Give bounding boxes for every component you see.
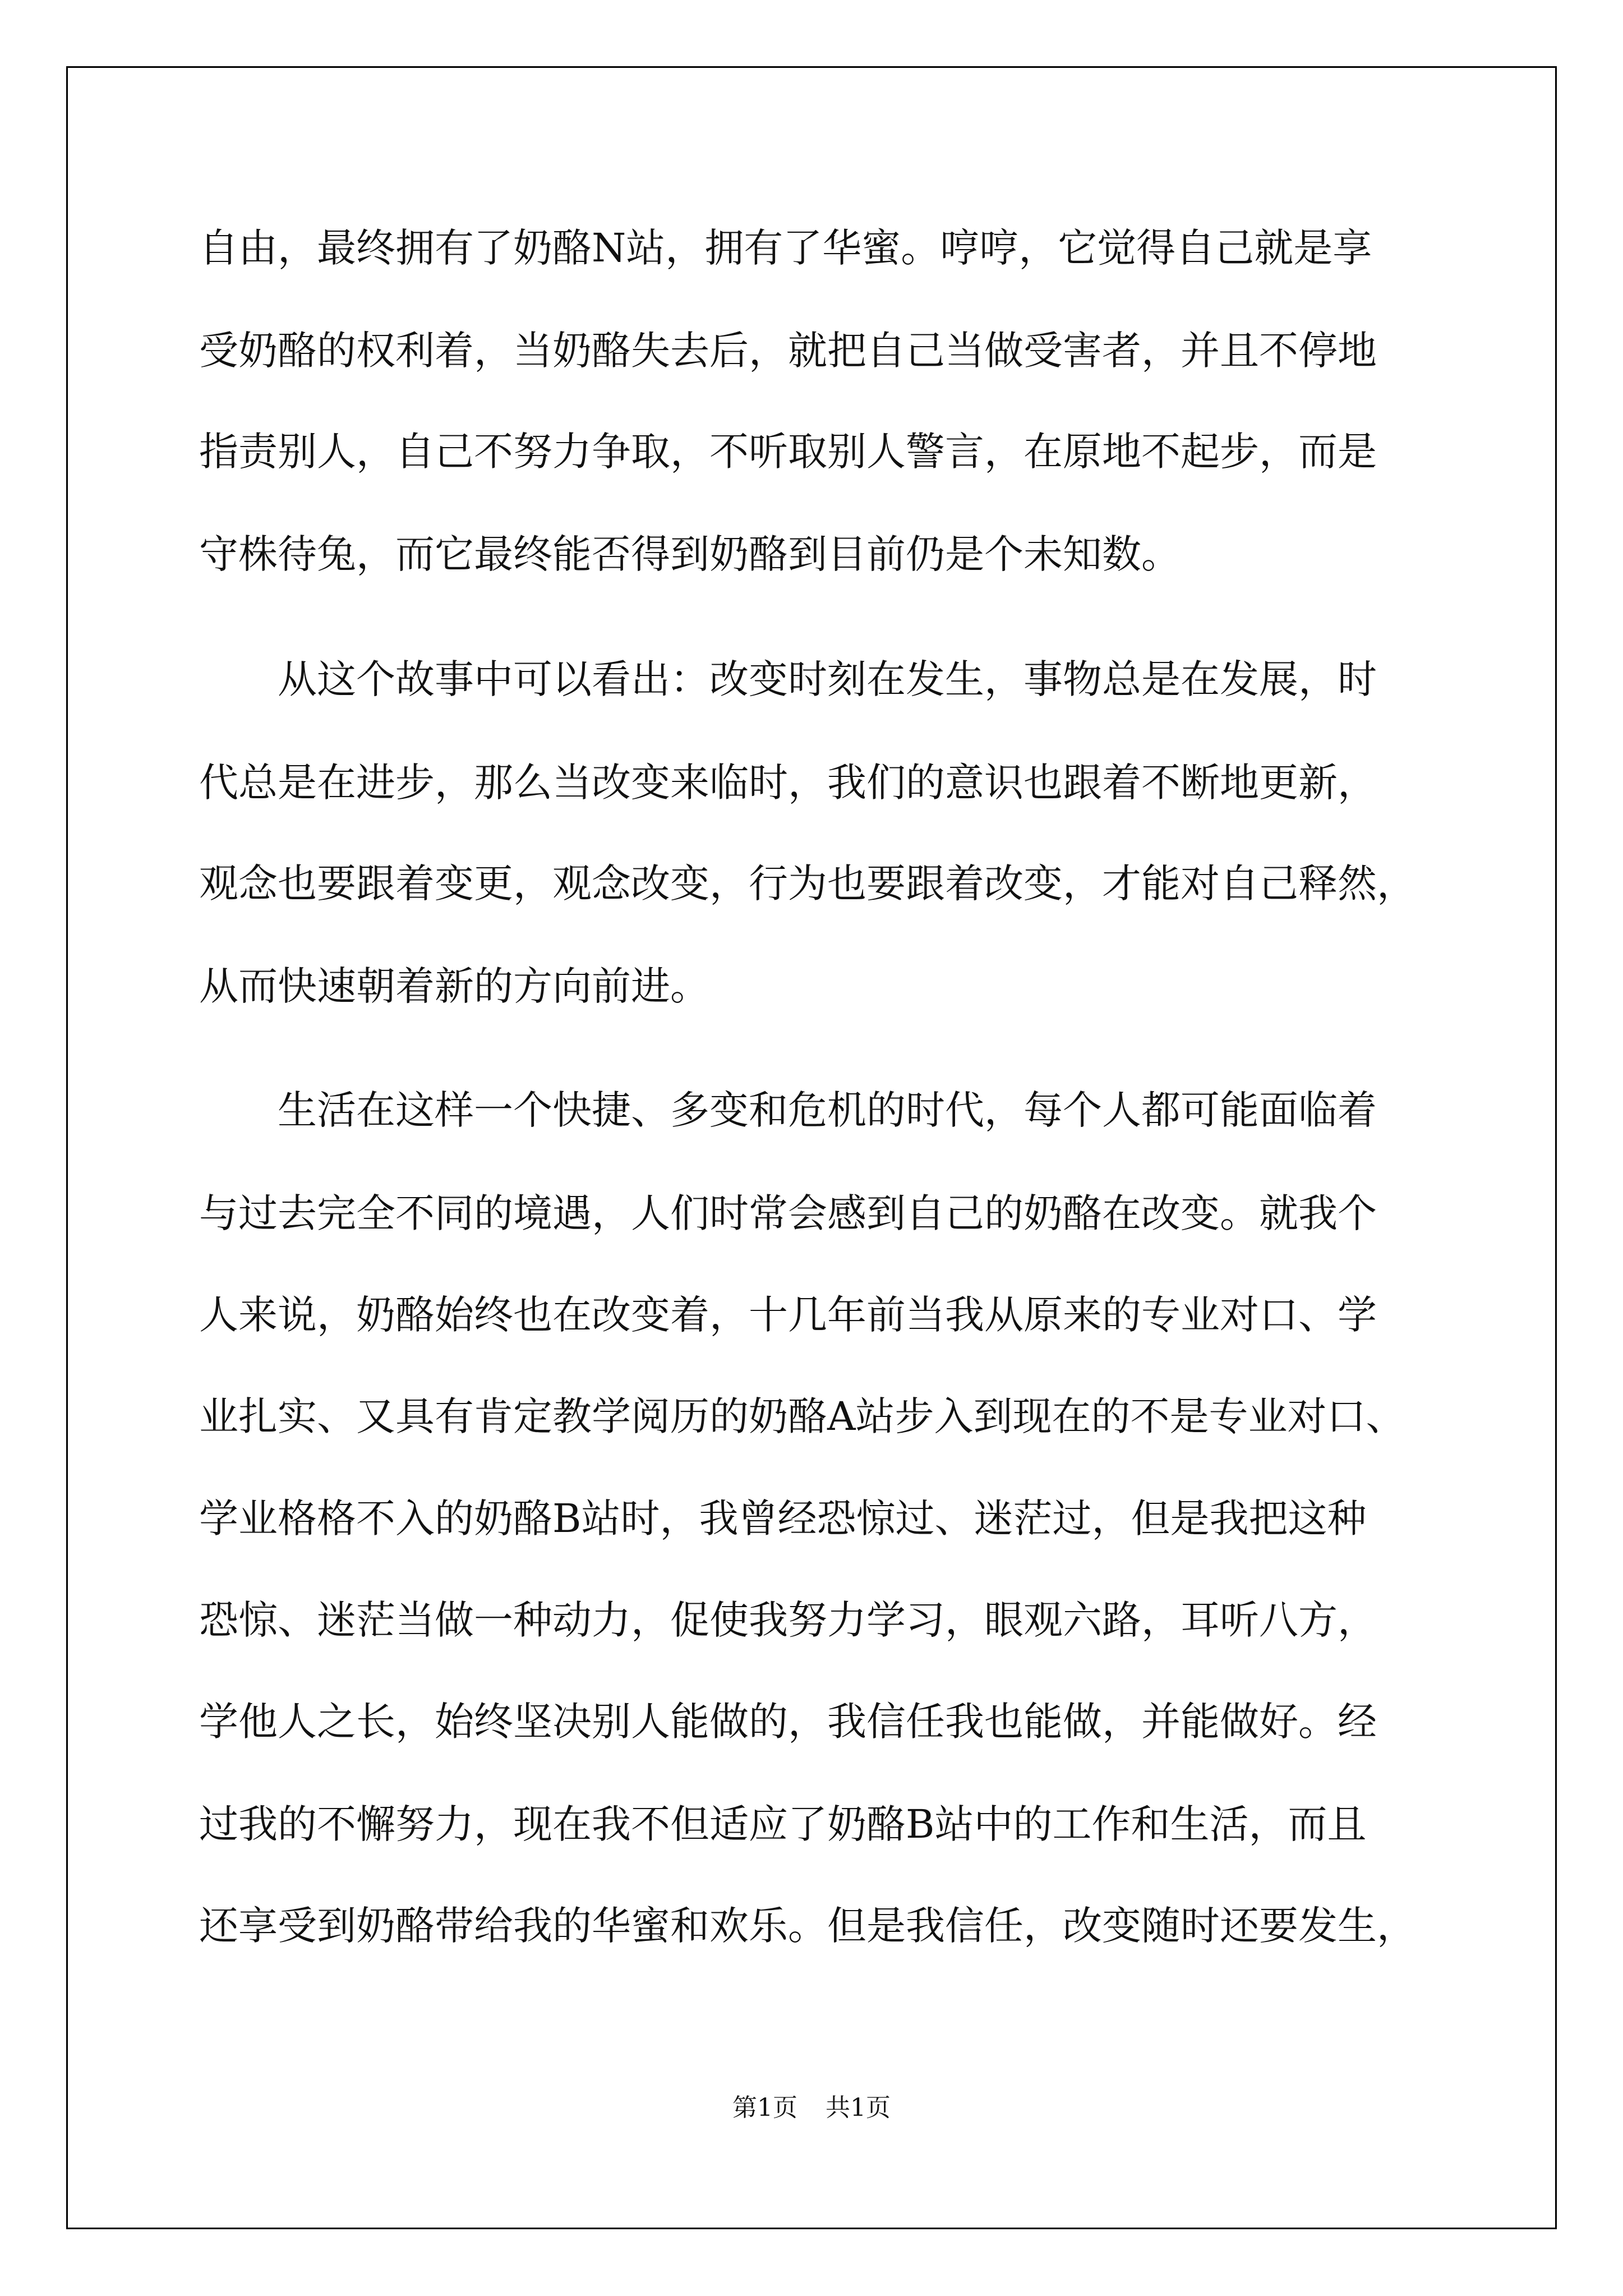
text-line-12: 业扎实、又具有肯定教学阅历的奶酪A站步入到现在的不是专业对口、 (199, 1393, 1405, 1439)
text-line-3: 指责别人，自己不努力争取，不听取别人警言，在原地不起步，而是 (199, 429, 1377, 475)
text-line-15: 学他人之长，始终坚决别人能做的，我信任我也能做，并能做好。经 (199, 1699, 1377, 1745)
text-line-7: 观念也要跟着变更，观念改变，行为也要跟着改变，才能对自己释然， (199, 861, 1416, 907)
total-pages-label: 共1页 (826, 2093, 891, 2122)
text-line-11: 人来说，奶酪始终也在改变着，十几年前当我从原来的专业对口、学 (199, 1292, 1377, 1338)
text-line-9: 生活在这样一个快捷、多变和危机的时代，每个人都可能面临着 (278, 1087, 1377, 1133)
text-line-1: 自由，最终拥有了奶酪N站，拥有了华蜜。哼哼，它觉得自己就是享 (199, 225, 1372, 271)
text-line-8: 从而快速朝着新的方向前进。 (199, 963, 709, 1009)
text-line-14: 恐惊、迷茫当做一种动力，促使我努力学习，眼观六路，耳听八方， (199, 1597, 1377, 1643)
text-line-2: 受奶酪的权利着，当奶酪失去后，就把自己当做受害者，并且不停地 (199, 328, 1377, 374)
text-line-5: 从这个故事中可以看出：改变时刻在发生，事物总是在发展，时 (278, 656, 1377, 702)
text-line-17: 还享受到奶酪带给我的华蜜和欢乐。但是我信任，改变随时还要发生， (199, 1903, 1416, 1949)
text-line-16: 过我的不懈努力，现在我不但适应了奶酪B站中的工作和生活，而且 (199, 1801, 1367, 1847)
text-line-6: 代总是在进步，那么当改变来临时，我们的意识也跟着不断地更新， (199, 760, 1377, 806)
text-line-13: 学业格格不入的奶酪B站时，我曾经恐惊过、迷茫过，但是我把这种 (199, 1496, 1367, 1542)
text-line-10: 与过去完全不同的境遇，人们时常会感到自己的奶酪在改变。就我个 (199, 1190, 1377, 1236)
page-footer (0, 2091, 1623, 2125)
page-number-label: 第1页 (732, 2093, 797, 2122)
text-line-4: 守株待兔，而它最终能否得到奶酪到目前仍是个未知数。 (199, 531, 1181, 577)
